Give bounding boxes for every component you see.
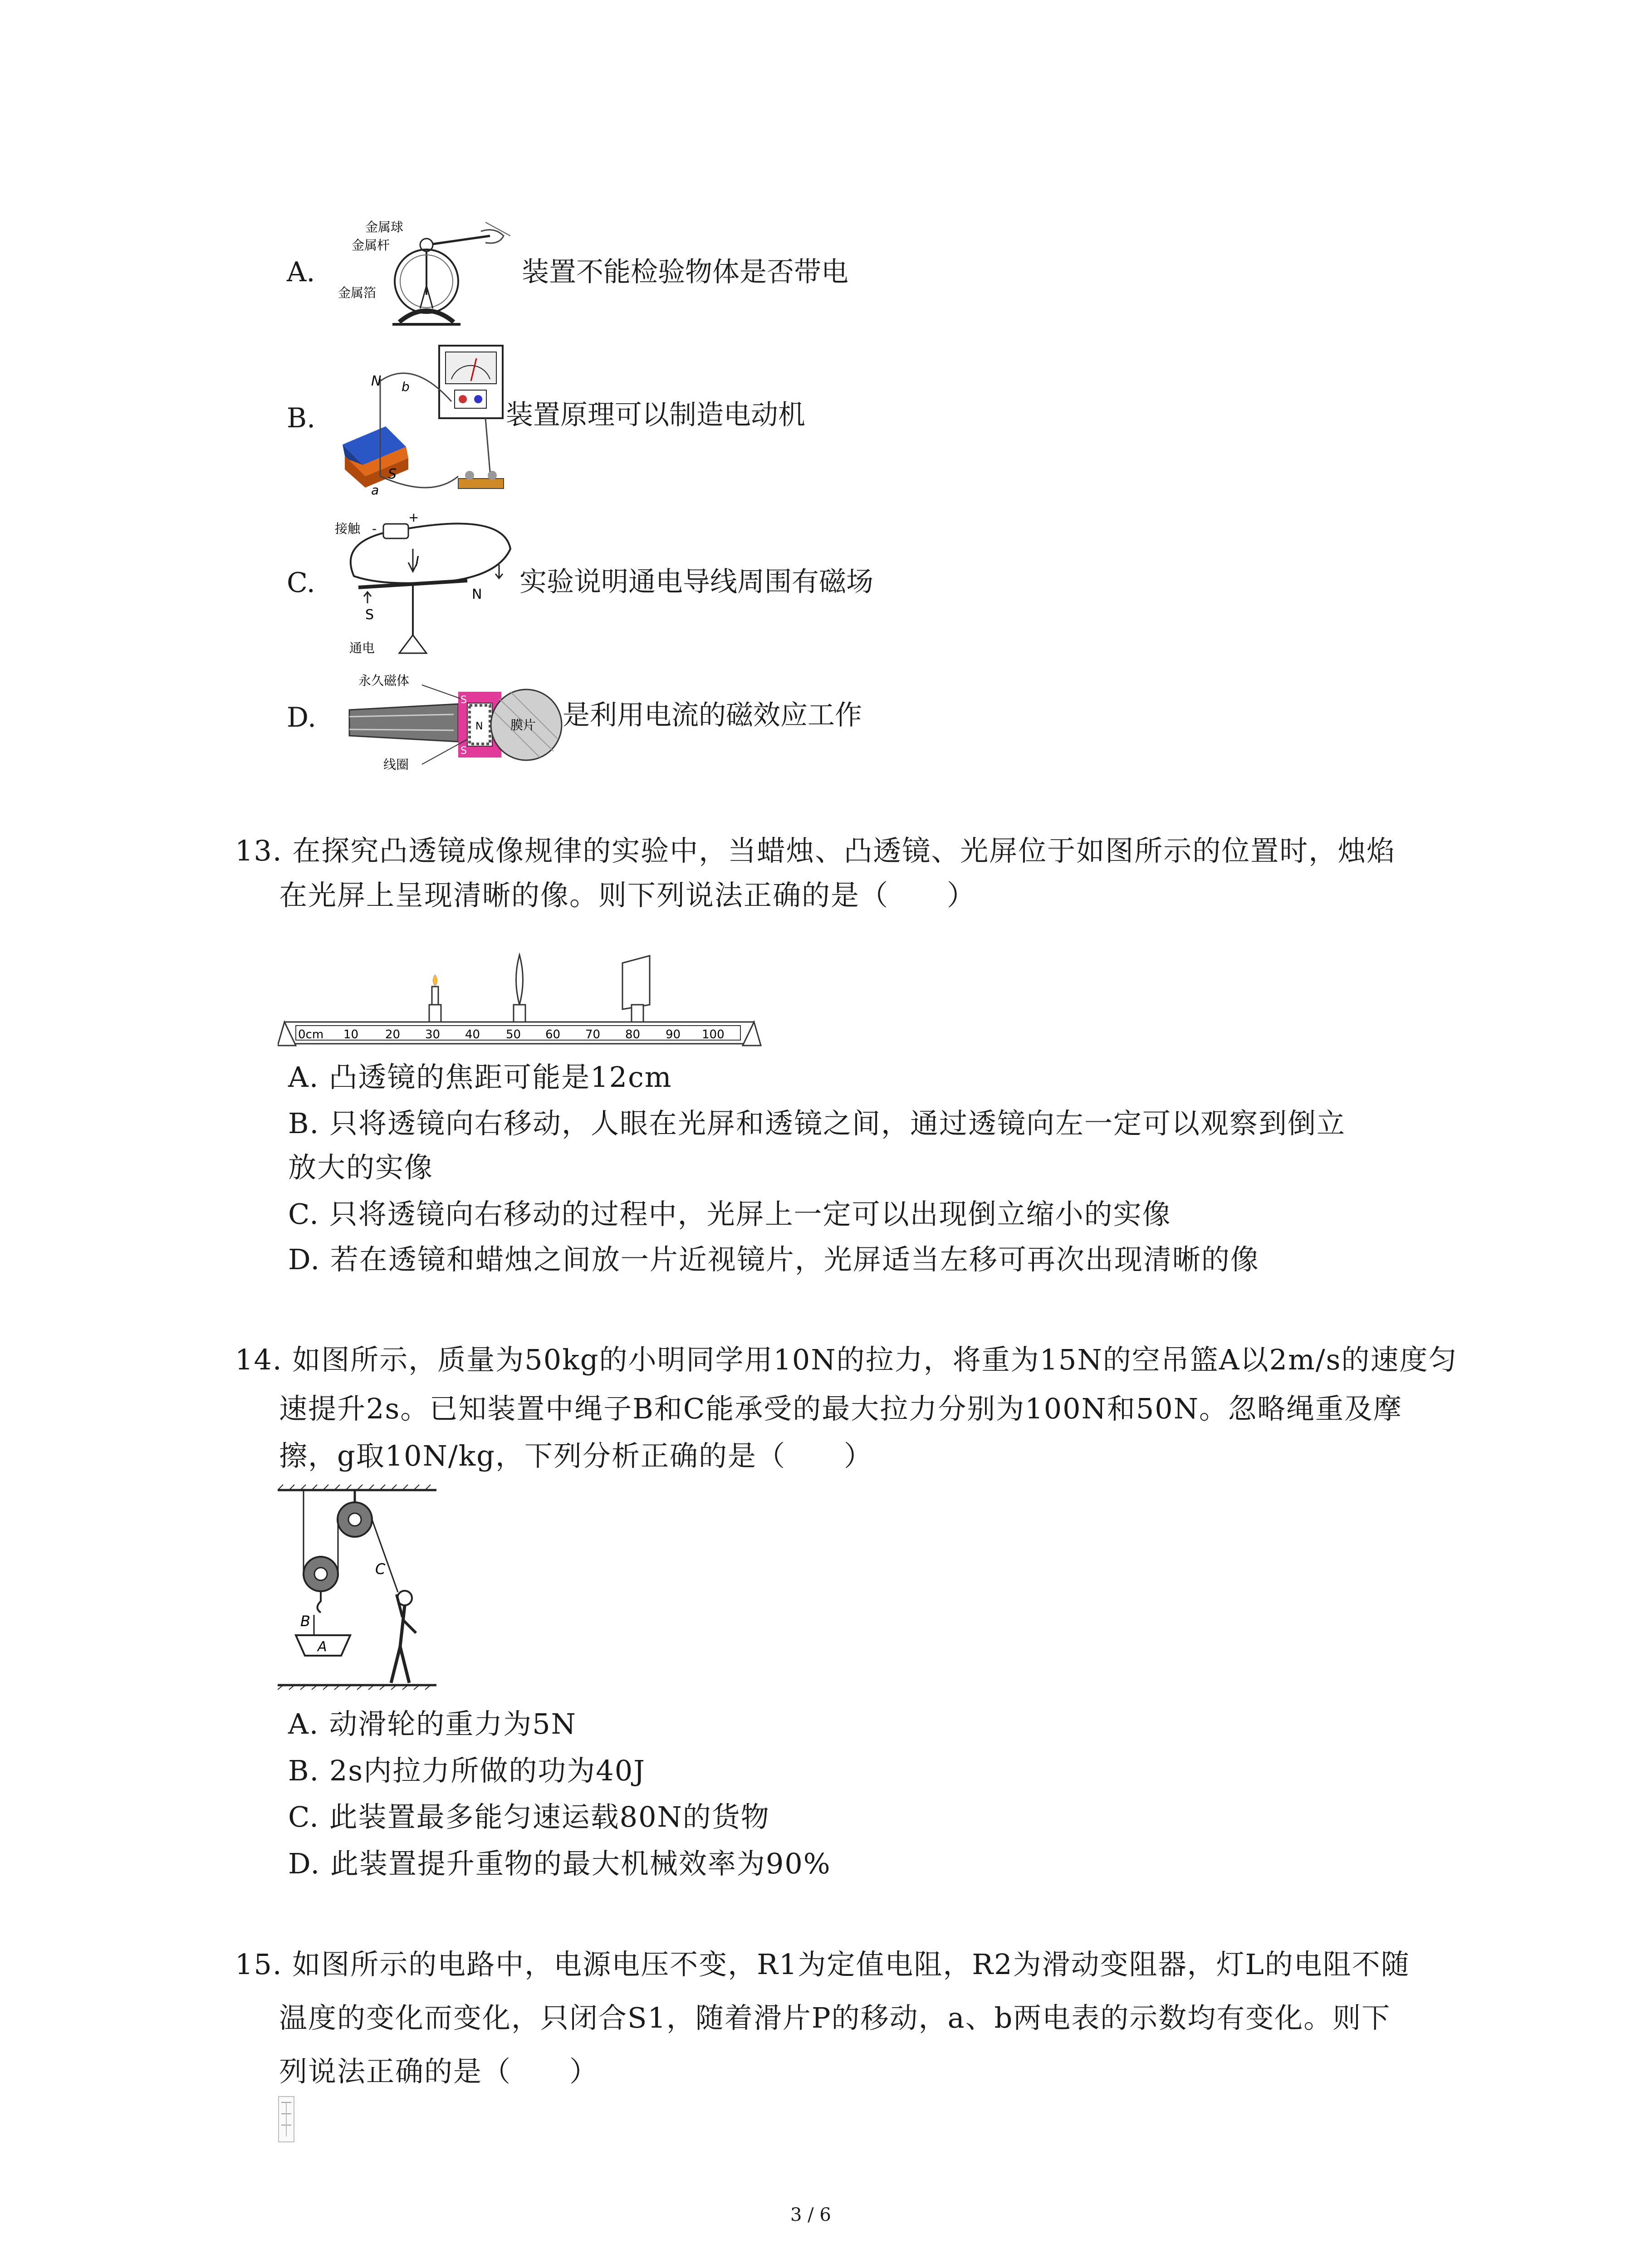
electroscope-label-foil: 金属箔 [338,285,377,300]
ruler-label-100: 100 [702,1028,725,1041]
oersted-label-s: S [365,607,374,623]
ruler-label-90: 90 [666,1028,681,1041]
ruler-label-20: 20 [385,1028,401,1041]
electroscope-label-rod: 金属杆 [352,238,390,253]
ruler-label-80: 80 [625,1028,641,1041]
q14-option-b: B. 2s内拉力所做的功为40J [288,1754,646,1787]
oersted-label-powered: 通电 [349,640,375,655]
q15-circuit-image-placeholder [278,2096,296,2146]
q13-option-c: C. 只将透镜向右移动的过程中，光屏上一定可以出现倒立缩小的实像 [288,1198,1171,1231]
ruler-label-40: 40 [465,1028,480,1041]
q12-option-b-text: 装置原理可以制造电动机 [506,399,805,431]
generator-figure [327,340,508,503]
q14-option-a: A. 动滑轮的重力为5N [288,1707,577,1740]
electroscope-label-ball: 金属球 [365,220,404,235]
q13-option-b-line1: B. 只将透镜向右移动，人眼在光屏和透镜之间，通过透镜向左一定可以观察到倒立 [288,1107,1346,1140]
generator-label-b: b [402,379,410,394]
page-number: 3 / 6 [790,2204,831,2225]
oersted-label-n: N [472,587,482,602]
pulley-figure [278,1483,441,1696]
q12-option-d-text: 是利用电流的磁效应工作 [563,699,862,731]
q13-stem-line2: 在光屏上呈现清晰的像。则下列说法正确的是（ ） [279,879,976,912]
electroscope-figure [331,218,522,336]
speaker-label-n: N [475,721,483,732]
speaker-label-membrane: 膜片 [510,718,536,733]
q13-option-a: A. 凸透镜的焦距可能是12cm [288,1061,672,1094]
q12-option-b-letter: B. [287,402,316,434]
speaker-label-coil: 线圈 [383,757,409,772]
oersted-label-contact: 接触 [335,521,361,536]
q13-option-b-line2: 放大的实像 [288,1151,434,1184]
speaker-label-s2: S [460,745,467,757]
oersted-label-minus: - [372,521,377,536]
oersted-figure [331,508,517,671]
q12-option-c-letter: C. [287,567,315,599]
ruler-label-70: 70 [585,1028,601,1041]
ruler-label-0: 0cm [298,1028,324,1041]
ruler-label-10: 10 [343,1028,359,1041]
pulley-label-a: A [318,1639,327,1655]
generator-label-s: S [388,466,397,482]
generator-label-a: a [371,483,379,498]
optical-bench-figure [278,937,763,1055]
ruler-label-30: 30 [425,1028,441,1041]
q14-option-c: C. 此装置最多能匀速运载80N的货物 [288,1800,770,1833]
q12-option-c-text: 实验说明通电导线周围有磁场 [519,566,873,598]
q15-stem-line2: 温度的变化而变化，只闭合S1，随着滑片P的移动，a、b两电表的示数均有变化。则下 [279,2001,1391,2034]
oersted-label-current: I [415,554,419,570]
pulley-label-c: C [375,1560,386,1578]
q14-stem-line2: 速提升2s。已知装置中绳子B和C能承受的最大拉力分别为100N和50N。忽略绳重及摩 [279,1392,1402,1425]
speaker-label-magnet: 永久磁体 [358,673,410,688]
q15-stem-line1: 15. 如图所示的电路中，电源电压不变，R1为定值电阻，R2为滑动变阻器，灯L的电阻不随 [235,1948,1410,1981]
speaker-label-s1: S [460,694,467,706]
ruler-label-60: 60 [545,1028,561,1041]
speaker-figure [331,667,563,785]
q12-option-a-text: 装置不能检验物体是否带电 [522,256,848,288]
q12-option-d-letter: D. [287,702,317,733]
q14-option-d: D. 此装置提升重物的最大机械效率为90% [288,1847,831,1880]
ruler-label-50: 50 [506,1028,521,1041]
pulley-label-b: B [300,1613,310,1630]
q13-option-d: D. 若在透镜和蜡烛之间放一片近视镜片，光屏适当左移可再次出现清晰的像 [288,1243,1259,1276]
q14-stem-line1: 14. 如图所示，质量为50kg的小明同学用10N的拉力，将重为15N的空吊篮A以2m/s的速度匀 [235,1343,1458,1376]
q15-stem-line3: 列说法正确的是（ ） [279,2055,599,2088]
oersted-label-plus: + [408,510,419,525]
q12-option-a-letter: A. [287,256,315,288]
generator-label-n: N [371,373,382,389]
q13-stem-line1: 13. 在探究凸透镜成像规律的实验中，当蜡烛、凸透镜、光屏位于如图所示的位置时，烛焰 [235,834,1396,867]
q14-stem-line3: 擦，g取10N/kg，下列分析正确的是（ ） [279,1439,873,1472]
